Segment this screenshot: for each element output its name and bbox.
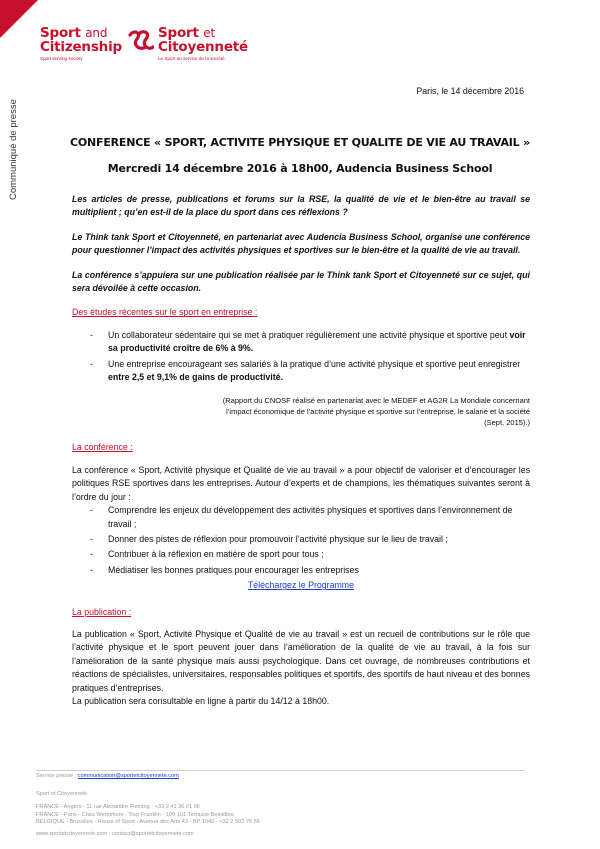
logo-word-citoyennete: Citoyenneté [158,39,249,55]
press-email-link[interactable]: communication@sportetcitoyennete.com [77,773,179,779]
list-item: - Comprendre les enjeux du développement des activités physiques et sportives dans l’environnement de travail ; [90,505,513,529]
footer-address-2: FRANCE - Paris - Chez Wereshore - Tour Franklin - 100-101 Terrasse Boieldieu [36,811,234,818]
logo-word-and: and [85,26,108,40]
list-item: - Une entreprise encourageant ses salariés à la pratique d’une activité physique et sportive peut enregistrer entre 2,5 et 9,1% de gains de productivité. [90,358,521,383]
footer-org: Sport et Citoyenneté [36,790,87,797]
footer-divider [36,770,524,771]
side-label: Communiqué de presse [8,99,19,200]
publication-paragraph: La publication « Sport, Activité Physique et Qualité de vie au travail » est un recueil de contributions sur le rôle que l’activité physique et le sport peuvent jouer dans l’amélioration de la qualité de vie au travail, à la fois sur l’amélioration de la santé physique mais aussi psychologique. Dans cet ouvrage, de nombreuses contributions et réactions de spécialistes, universitaires, responsables politiques et sportifs, des sportifs de haut niveau et des bonnes pratiques d’entreprises. [72,628,530,693]
list-item: - Médiatiser les bonnes pratiques pour encourager les entreprises [90,564,359,575]
logo-word-sport: Sport [40,25,81,41]
main-content [72,193,530,708]
logo-tagline-fr: Le Sport au service de la société [158,56,225,61]
logo-word-citizenship: Citizenship [40,39,122,55]
section-title-studies: Des études récentes sur le sport en entreprise : [72,307,258,318]
footer-web-contact[interactable]: www.sportetcitoyennete.com - contact@sportetcitoyennete.com [36,830,194,837]
page-title: CONFERENCE « SPORT, ACTIVITE PHYSIQUE ET QUALITE DE VIE AU TRAVAIL » [69,136,531,149]
section-title-conference: La conférence : [72,442,133,453]
intro-paragraph-3: La conférence s’appuiera sur une publication réalisée par le Think tank Sport et Citoyenneté sur ce sujet, qui sera dévoilée à cette occasion. [72,269,530,294]
section-title-publication: La publication : [72,606,132,617]
footer-address-1: FRANCE - Angers - 11 rue Alexandre Fleming - +33 2 41 36 21 96 [36,804,200,811]
footer-address-3: BELGIQUE - Bruxelles - House of Sport - Avenue des Arts 43 - BP 1040 - +32 2 502 76 56 [36,819,260,826]
list-item: - Contribuer à la réflexion en matière de sport pour tous ; [90,549,324,560]
logo-english [40,26,122,61]
press-date: Paris, le 14 décembre 2016 [416,86,524,96]
conference-paragraph: La conférence « Sport, Activité physique et Qualité de vie au travail » a pour objectif de valoriser et d’encourager les politiques RSE sportives dans les entreprises. Autour d’experts et de champions, les thématiques suivantes seront à l’ordre du jour : [72,464,530,502]
press-contact: Service presse : communication@sportetcitoyennete.com [36,773,179,779]
logo-word-et: et [203,26,215,40]
conference-topics [72,504,530,577]
logo-word-sport-fr: Sport [158,25,199,41]
corner-accent [0,0,38,38]
list-item: - Un collaborateur sédentaire qui se met à pratiquer régulièrement une activité physique et sportive peut voir sa productivité croître de 6% à 9%. [90,329,526,354]
download-program-link[interactable]: Téléchargez le Programme [247,580,355,591]
page-subtitle: Mercredi 14 décembre 2016 à 18h00, Audencia Business School [107,162,493,175]
source-note: (Rapport du CNOSF réalisé en partenariat avec le MEDEF et AG2R La Mondiale concernant l’impact économique de l’activité physique et sportive sur l’entreprise, le salarié et la société (Sept. 2015).) [222,396,530,428]
footer [36,773,260,839]
publication-availability: La publication sera consultable en ligne à partir du 14/12 à 18h00. [72,695,330,706]
studies-list [72,329,530,385]
intro-paragraph-2: Le Think tank Sport et Citoyenneté, en partenariat avec Audencia Business School, organise une conférence pour questionner l’impact des activités physiques et sportives sur le bien-être et la qualité de vie au travail. [72,231,530,256]
list-item: - Donner des pistes de réflexion pour promouvoir l’activité physique sur le lieu de travail ; [90,533,448,544]
footer-addresses [36,804,260,827]
intro-paragraph-1: Les articles de presse, publications et forums sur la RSE, la qualité de vie et le bien-être au travail se multiplient ; qu’en est-il de la place du sport dans ces réflexions ? [72,194,530,218]
logo-tagline-en: Sport serving society [40,56,83,61]
logo-mark-icon [126,30,154,59]
logo-french [158,26,248,61]
